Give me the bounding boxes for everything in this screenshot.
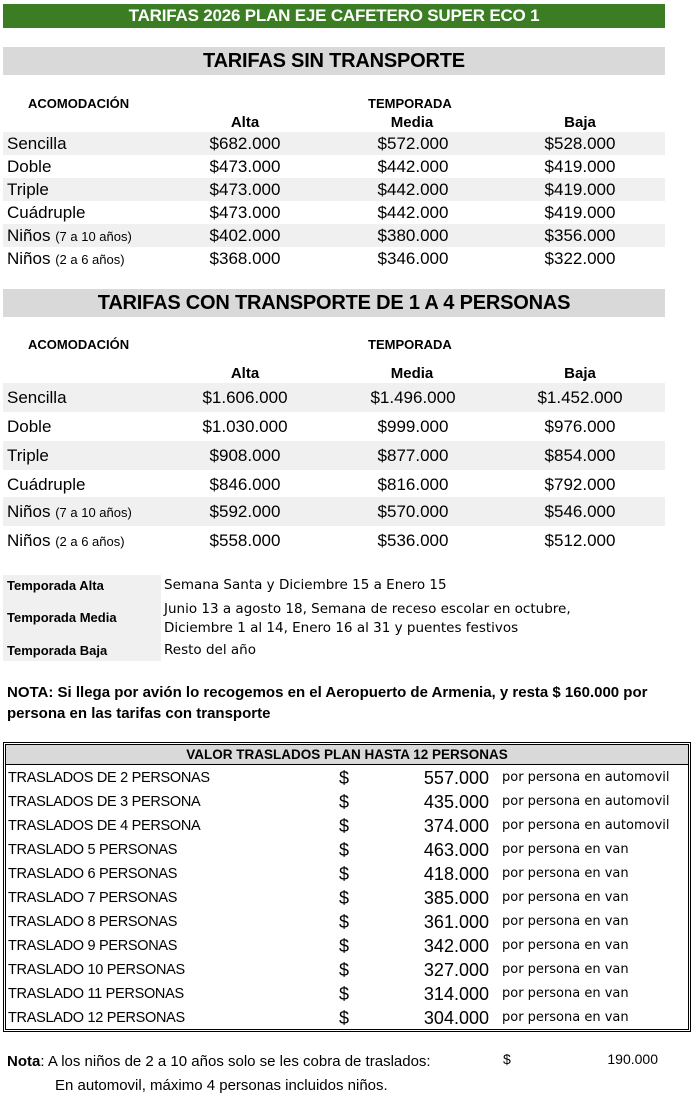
price-baja: $419.000	[544, 157, 616, 176]
price-media: $999.000	[377, 417, 449, 436]
plan-banner: TARIFAS 2026 PLAN EJE CAFETERO SUPER ECO 1	[3, 4, 665, 28]
acomodacion-header: ACOMODACIÓN	[28, 96, 130, 111]
accommodation-name: Cuádruple	[7, 475, 86, 494]
season-desc-media-1: Junio 13 a agosto 18, Semana de receso escolar en octubre,	[164, 601, 571, 617]
traslado-unit: por persona en automovil	[502, 818, 670, 833]
accommodation-label	[7, 201, 85, 225]
traslado-label: TRASLADO 10 PERSONAS	[8, 962, 185, 978]
age-range: (7 a 10 años)	[55, 505, 132, 520]
age-range: (2 a 6 años)	[55, 252, 125, 267]
traslado-row	[6, 1006, 688, 1030]
traslados-table	[3, 742, 691, 1032]
price-media: $442.000	[377, 203, 449, 222]
accommodation-name: Niños	[7, 249, 51, 268]
price-media: $877.000	[377, 446, 449, 465]
traslado-value: 304.000	[423, 1008, 489, 1028]
accommodation-label	[7, 224, 132, 248]
nota-avion: NOTA: Si llega por avión lo recogemos en el Aeropuerto de Armenia, y resta $ 160.000 por persona en las tarifas con transporte	[7, 684, 648, 722]
price-alta: $473.000	[209, 203, 281, 222]
traslado-row	[6, 910, 688, 934]
price-alta: $402.000	[209, 226, 281, 245]
price-baja: $419.000	[544, 203, 616, 222]
traslado-unit: por persona en van	[502, 962, 629, 977]
price-media: $346.000	[377, 249, 449, 268]
price-baja: $976.000	[544, 417, 616, 436]
traslado-value: 361.000	[423, 912, 489, 932]
traslado-value: 314.000	[423, 984, 489, 1004]
rate-row	[3, 201, 665, 224]
traslado-label: TRASLADOS DE 4 PERSONA	[8, 818, 201, 834]
price-alta: $846.000	[209, 475, 281, 494]
col-media: Media	[390, 114, 434, 131]
accommodation-name: Triple	[7, 180, 49, 199]
accommodation-label	[7, 470, 85, 500]
col-baja: Baja	[564, 365, 596, 382]
rate-row	[3, 526, 665, 555]
traslado-value: 374.000	[423, 816, 489, 836]
price-baja: $546.000	[544, 502, 616, 521]
currency-symbol: $	[339, 888, 350, 908]
price-alta: $592.000	[209, 502, 281, 521]
traslado-value: 418.000	[423, 864, 489, 884]
traslado-label: TRASLADOS DE 2 PERSONAS	[8, 770, 210, 786]
price-alta: $473.000	[209, 157, 281, 176]
traslado-label: TRASLADO 11 PERSONAS	[8, 986, 184, 1002]
accommodation-label	[7, 247, 125, 271]
traslado-unit: por persona en van	[502, 890, 629, 905]
accommodation-label	[7, 526, 125, 556]
season-desc-baja: Resto del año	[164, 642, 256, 658]
traslado-value: 342.000	[423, 936, 489, 956]
price-alta: $1.606.000	[202, 388, 288, 407]
price-baja: $322.000	[544, 249, 616, 268]
traslado-label: TRASLADO 6 PERSONAS	[8, 866, 178, 882]
traslados-title: VALOR TRASLADOS PLAN HASTA 12 PERSONAS	[6, 745, 688, 765]
price-alta: $558.000	[209, 531, 281, 550]
price-media: $536.000	[377, 531, 449, 550]
traslado-label: TRASLADOS DE 3 PERSONA	[8, 794, 201, 810]
traslado-value: 385.000	[423, 888, 489, 908]
currency-symbol: $	[339, 864, 350, 884]
currency-symbol: $	[339, 816, 350, 836]
accommodation-label	[7, 383, 67, 413]
season-label-media: Temporada Media	[3, 596, 161, 640]
temporada-header: TEMPORADA	[368, 96, 452, 111]
rate-row	[3, 383, 665, 412]
traslado-label: TRASLADO 9 PERSONAS	[8, 938, 178, 954]
price-baja: $1.452.000	[537, 388, 623, 407]
age-range: (7 a 10 años)	[55, 229, 132, 244]
col-alta: Alta	[230, 114, 260, 131]
price-media: $442.000	[377, 180, 449, 199]
section-title-con-transporte: TARIFAS CON TRANSPORTE DE 1 A 4 PERSONAS	[3, 289, 665, 317]
footer-value: 190.000	[607, 1051, 658, 1067]
accommodation-name: Triple	[7, 446, 49, 465]
traslado-value: 463.000	[423, 840, 489, 860]
price-alta: $682.000	[209, 134, 281, 153]
price-baja: $512.000	[544, 531, 616, 550]
price-media: $570.000	[377, 502, 449, 521]
section-title-sin-transporte: TARIFAS SIN TRANSPORTE	[3, 47, 665, 75]
season-desc-alta: Semana Santa y Diciembre 15 a Enero 15	[164, 577, 447, 593]
price-media: $380.000	[377, 226, 449, 245]
price-alta: $368.000	[209, 249, 281, 268]
footer-nota-label: Nota	[7, 1053, 41, 1070]
currency-symbol: $	[339, 768, 350, 788]
price-alta: $908.000	[209, 446, 281, 465]
season-desc-media-2: Diciembre 1 al 14, Enero 16 al 31 y puentes festivos	[164, 620, 519, 636]
traslado-row	[6, 886, 688, 910]
accommodation-label	[7, 178, 49, 202]
accommodation-label	[7, 441, 49, 471]
col-media: Media	[390, 365, 434, 382]
col-baja: Baja	[564, 114, 596, 131]
traslado-row	[6, 982, 688, 1006]
accommodation-label	[7, 497, 132, 527]
currency-symbol: $	[339, 1008, 350, 1028]
accommodation-name: Sencilla	[7, 134, 67, 153]
traslado-label: TRASLADO 7 PERSONAS	[8, 890, 178, 906]
traslado-row	[6, 838, 688, 862]
rate-row	[3, 178, 665, 201]
currency-symbol: $	[339, 984, 350, 1004]
age-range: (2 a 6 años)	[55, 534, 125, 549]
accommodation-name: Sencilla	[7, 388, 67, 407]
rate-row	[3, 224, 665, 247]
traslado-row	[6, 862, 688, 886]
price-alta: $1.030.000	[202, 417, 288, 436]
traslado-unit: por persona en van	[502, 914, 629, 929]
accommodation-name: Niños	[7, 502, 51, 521]
traslado-unit: por persona en van	[502, 986, 629, 1001]
rate-row	[3, 470, 665, 499]
currency-symbol: $	[339, 960, 350, 980]
traslado-row	[6, 814, 688, 838]
currency-symbol: $	[339, 912, 350, 932]
accommodation-name: Doble	[7, 417, 52, 436]
accommodation-name: Cuádruple	[7, 203, 86, 222]
price-alta: $473.000	[209, 180, 281, 199]
traslado-label: TRASLADO 5 PERSONAS	[8, 842, 178, 858]
traslado-value: 435.000	[423, 792, 489, 812]
rate-row	[3, 441, 665, 470]
accommodation-label	[7, 155, 51, 179]
footer-nota-text: : A los niños de 2 a 10 años solo se les cobra de traslados:	[40, 1053, 431, 1070]
price-baja: $356.000	[544, 226, 616, 245]
col-alta: Alta	[230, 365, 260, 382]
currency-symbol: $	[339, 936, 350, 956]
price-baja: $854.000	[544, 446, 616, 465]
accommodation-name: Doble	[7, 157, 52, 176]
traslado-unit: por persona en automovil	[502, 794, 670, 809]
footer-currency: $	[503, 1051, 511, 1067]
rate-row	[3, 497, 665, 526]
traslado-unit: por persona en automovil	[502, 770, 670, 785]
traslado-row	[6, 958, 688, 982]
season-label-alta: Temporada Alta	[3, 575, 161, 596]
currency-symbol: $	[339, 792, 350, 812]
footer-nota	[7, 1053, 431, 1070]
accommodation-label	[7, 132, 67, 156]
acomodacion-header: ACOMODACIÓN	[28, 337, 130, 352]
rate-row	[3, 132, 665, 155]
price-baja: $528.000	[544, 134, 616, 153]
rate-row	[3, 155, 665, 178]
rate-row	[3, 412, 665, 441]
temporada-header: TEMPORADA	[368, 337, 452, 352]
price-media: $816.000	[377, 475, 449, 494]
traslado-unit: por persona en van	[502, 842, 629, 857]
traslado-value: 327.000	[423, 960, 489, 980]
price-media: $442.000	[377, 157, 449, 176]
accommodation-name: Niños	[7, 531, 51, 550]
traslado-row	[6, 934, 688, 958]
currency-symbol: $	[339, 840, 350, 860]
price-media: $572.000	[377, 134, 449, 153]
traslado-row	[6, 766, 688, 790]
traslado-label: TRASLADO 12 PERSONAS	[8, 1010, 185, 1026]
traslado-unit: por persona en van	[502, 1010, 629, 1025]
traslado-unit: por persona en van	[502, 938, 629, 953]
traslado-unit: por persona en van	[502, 866, 629, 881]
traslado-row	[6, 790, 688, 814]
accommodation-label	[7, 412, 51, 442]
traslado-label: TRASLADO 8 PERSONAS	[8, 914, 178, 930]
price-baja: $792.000	[544, 475, 616, 494]
price-media: $1.496.000	[370, 388, 456, 407]
accommodation-name: Niños	[7, 226, 51, 245]
traslado-value: 557.000	[423, 768, 489, 788]
season-label-baja: Temporada Baja	[3, 640, 161, 661]
price-baja: $419.000	[544, 180, 616, 199]
footer-line2: En automovil, máximo 4 personas incluidos niños.	[55, 1077, 388, 1094]
rate-row	[3, 247, 665, 270]
